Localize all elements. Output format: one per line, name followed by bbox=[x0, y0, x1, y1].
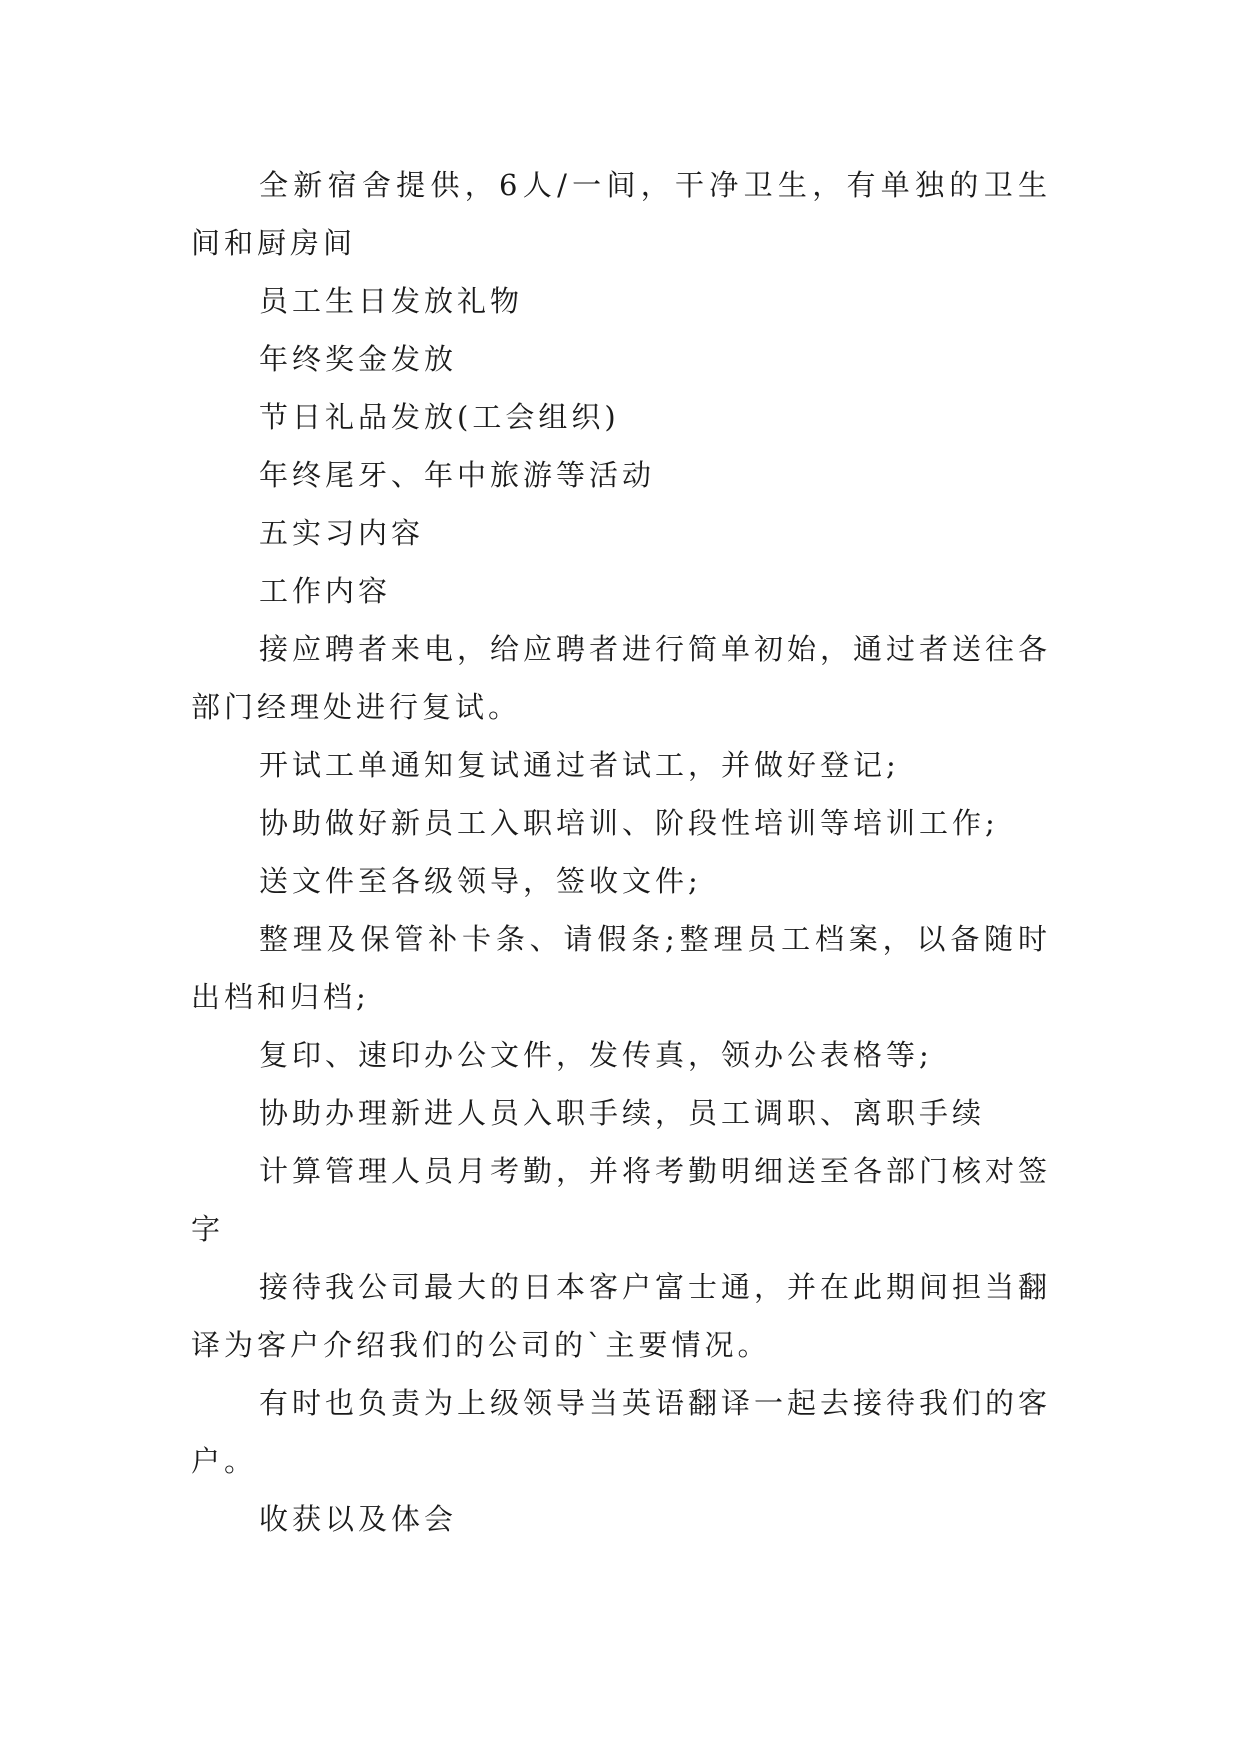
section-heading: 五实习内容 bbox=[259, 516, 425, 550]
paragraph: 全新宿舍提供，6人/一间，干净卫生，有单独的卫生间和厨房间 bbox=[191, 168, 1051, 260]
paragraph: 协助做好新员工入职培训、阶段性培训等培训工作; bbox=[259, 806, 999, 840]
paragraph: 有时也负责为上级领导当英语翻译一起去接待我们的客户。 bbox=[191, 1386, 1052, 1478]
document-page bbox=[191, 156, 1051, 1548]
subsection-heading: 收获以及体会 bbox=[259, 1502, 458, 1536]
paragraph: 节日礼品发放(工会组织) bbox=[259, 400, 620, 434]
paragraph: 年终奖金发放 bbox=[259, 342, 458, 376]
paragraph: 开试工单通知复试通过者试工，并做好登记; bbox=[259, 748, 900, 782]
paragraph: 协助办理新进人员入职手续，员工调职、离职手续 bbox=[259, 1096, 986, 1130]
paragraph: 复印、速印办公文件，发传真，领办公表格等; bbox=[259, 1038, 933, 1072]
paragraph: 员工生日发放礼物 bbox=[259, 284, 524, 318]
paragraph: 接待我公司最大的日本客户富士通，并在此期间担当翻译为客户介绍我们的公司的`主要情况。 bbox=[191, 1270, 1052, 1362]
paragraph: 接应聘者来电，给应聘者进行简单初始，通过者送往各部门经理处进行复试。 bbox=[191, 632, 1052, 724]
paragraph: 整理及保管补卡条、请假条;整理员工档案，以备随时出档和归档; bbox=[191, 922, 1051, 1014]
paragraph: 年终尾牙、年中旅游等活动 bbox=[259, 458, 656, 492]
subsection-heading: 工作内容 bbox=[259, 574, 392, 608]
paragraph: 送文件至各级领导，签收文件; bbox=[259, 864, 702, 898]
paragraph: 计算管理人员月考勤，并将考勤明细送至各部门核对签字 bbox=[191, 1154, 1052, 1246]
